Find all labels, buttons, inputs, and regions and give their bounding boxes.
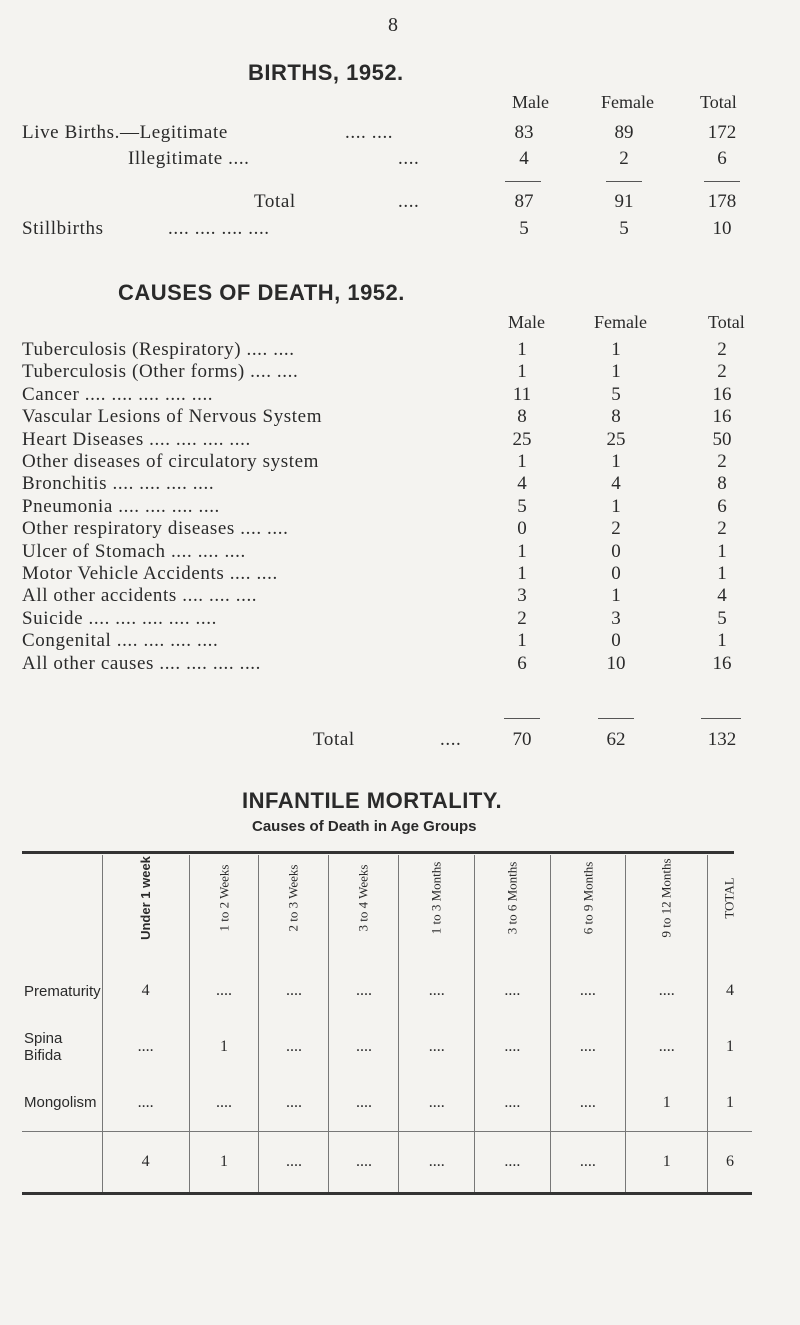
row-label: Mongolism bbox=[24, 1094, 97, 1112]
table-row bbox=[22, 1075, 752, 1131]
total-cell: .... bbox=[475, 1131, 551, 1193]
cause-female: 25 bbox=[606, 429, 626, 450]
cause-total: 2 bbox=[717, 451, 727, 472]
cause-male: 3 bbox=[517, 585, 527, 606]
cause-female: 0 bbox=[611, 630, 621, 651]
cause-total: 2 bbox=[717, 339, 727, 360]
cell: 1 bbox=[708, 1075, 752, 1131]
cause-total: 1 bbox=[717, 630, 727, 651]
births-header-total: Total bbox=[700, 92, 737, 112]
cell: .... bbox=[550, 1075, 626, 1131]
cause-label: Bronchitis .... .... .... .... bbox=[22, 473, 215, 494]
cause-label: Suicide .... .... .... .... .... bbox=[22, 608, 217, 629]
stillbirths-total: 10 bbox=[712, 218, 732, 239]
cause-label: Congenital .... .... .... .... bbox=[22, 630, 219, 651]
cell: .... bbox=[399, 1075, 475, 1131]
cause-total: 4 bbox=[717, 585, 727, 606]
cause-male: 5 bbox=[517, 496, 527, 517]
cause-label: Other respiratory diseases .... .... bbox=[22, 518, 289, 539]
cause-total: 5 bbox=[717, 608, 727, 629]
causes-title: CAUSES OF DEATH, 1952. bbox=[118, 280, 405, 305]
cause-total: 2 bbox=[717, 518, 727, 539]
infant-subtitle: Causes of Death in Age Groups bbox=[252, 818, 477, 835]
cell: .... bbox=[475, 1075, 551, 1131]
cell: .... bbox=[475, 963, 551, 1019]
table-row bbox=[22, 1019, 752, 1075]
infant-table-top-rule bbox=[22, 851, 734, 854]
cell: .... bbox=[626, 1019, 708, 1075]
cell: .... bbox=[259, 1075, 329, 1131]
births-illegitimate-total: 6 bbox=[717, 148, 727, 169]
cause-label: All other causes .... .... .... .... bbox=[22, 653, 262, 674]
causes-total-male: 70 bbox=[512, 729, 532, 750]
births-total-dots: .... bbox=[398, 191, 420, 212]
births-legitimate-total: 172 bbox=[707, 122, 737, 143]
cell: .... bbox=[329, 1075, 399, 1131]
cause-label: Ulcer of Stomach .... .... .... bbox=[22, 541, 246, 562]
total-cell: .... bbox=[399, 1131, 475, 1193]
cause-female: 1 bbox=[611, 339, 621, 360]
cause-total: 2 bbox=[717, 361, 727, 382]
cell: 1 bbox=[708, 1019, 752, 1075]
cause-male: 11 bbox=[512, 384, 532, 405]
births-illegitimate-dots: .... bbox=[398, 148, 420, 169]
col-header: 1 to 2 Weeks bbox=[216, 864, 231, 932]
cause-total: 16 bbox=[712, 406, 732, 427]
cause-total: 16 bbox=[712, 653, 732, 674]
cell: .... bbox=[102, 1075, 189, 1131]
cause-total: 8 bbox=[717, 473, 727, 494]
cell: 1 bbox=[626, 1075, 708, 1131]
cause-label: Tuberculosis (Respiratory) .... .... bbox=[22, 339, 295, 360]
births-illegitimate-male: 4 bbox=[519, 148, 529, 169]
cell: 4 bbox=[102, 963, 189, 1019]
col-header: Under 1 week bbox=[137, 856, 153, 940]
cause-total: 16 bbox=[712, 384, 732, 405]
cause-female: 8 bbox=[611, 406, 621, 427]
cell: .... bbox=[550, 963, 626, 1019]
stillbirths-female: 5 bbox=[619, 218, 629, 239]
total-cell: .... bbox=[329, 1131, 399, 1193]
births-illegitimate-label: Illegitimate .... bbox=[128, 148, 250, 169]
cause-label: Vascular Lesions of Nervous System bbox=[22, 406, 323, 427]
cause-male: 1 bbox=[517, 451, 527, 472]
cause-label: All other accidents .... .... .... bbox=[22, 585, 258, 606]
total-cell: 4 bbox=[102, 1131, 189, 1193]
births-header-male: Male bbox=[512, 92, 549, 112]
cause-total: 50 bbox=[712, 429, 732, 450]
cause-male: 1 bbox=[517, 630, 527, 651]
cell: .... bbox=[399, 1019, 475, 1075]
col-header: 3 to 6 Months bbox=[504, 861, 520, 935]
stillbirths-male: 5 bbox=[519, 218, 529, 239]
stillbirths-label: Stillbirths bbox=[22, 218, 104, 239]
births-total-male: 87 bbox=[514, 191, 534, 212]
cell: .... bbox=[259, 963, 329, 1019]
cell: 4 bbox=[708, 963, 752, 1019]
cause-label: Pneumonia .... .... .... .... bbox=[22, 496, 220, 517]
births-title: BIRTHS, 1952. bbox=[248, 60, 404, 85]
cause-male: 25 bbox=[512, 429, 532, 450]
cell: .... bbox=[259, 1019, 329, 1075]
cause-label: Tuberculosis (Other forms) .... .... bbox=[22, 361, 299, 382]
causes-header-total: Total bbox=[708, 312, 745, 332]
cell: .... bbox=[102, 1019, 189, 1075]
causes-total-female: 62 bbox=[606, 729, 626, 750]
page-number: 8 bbox=[388, 14, 398, 36]
cause-female: 5 bbox=[611, 384, 621, 405]
causes-rule-female bbox=[598, 718, 634, 719]
cause-male: 1 bbox=[517, 361, 527, 382]
cause-label: Other diseases of circulatory system bbox=[22, 451, 320, 472]
cause-female: 1 bbox=[611, 496, 621, 517]
cause-total: 6 bbox=[717, 496, 727, 517]
cell: .... bbox=[329, 1019, 399, 1075]
cause-female: 1 bbox=[611, 361, 621, 382]
causes-rule-male bbox=[504, 718, 540, 719]
cause-female: 1 bbox=[611, 585, 621, 606]
cell: 1 bbox=[189, 1019, 259, 1075]
cause-male: 8 bbox=[517, 406, 527, 427]
total-cell: 1 bbox=[626, 1131, 708, 1193]
births-rule-total bbox=[704, 181, 740, 182]
cell: .... bbox=[329, 963, 399, 1019]
total-cell: 6 bbox=[708, 1131, 752, 1193]
births-legitimate-male: 83 bbox=[514, 122, 534, 143]
cause-total: 1 bbox=[717, 563, 727, 584]
births-rule-female bbox=[606, 181, 642, 182]
causes-rule-total bbox=[701, 718, 741, 719]
births-header-female: Female bbox=[601, 92, 654, 112]
cause-female: 2 bbox=[611, 518, 621, 539]
cell: .... bbox=[626, 963, 708, 1019]
births-legitimate-female: 89 bbox=[614, 122, 634, 143]
births-legitimate-dots: .... .... bbox=[345, 122, 394, 143]
births-rule-male bbox=[505, 181, 541, 182]
births-total-label: Total bbox=[254, 191, 296, 212]
cause-total: 1 bbox=[717, 541, 727, 562]
cause-female: 1 bbox=[611, 451, 621, 472]
infant-title: INFANTILE MORTALITY. bbox=[242, 788, 503, 813]
cause-female: 10 bbox=[606, 653, 626, 674]
cell: .... bbox=[475, 1019, 551, 1075]
cause-female: 0 bbox=[611, 541, 621, 562]
row-label: Spina Bifida bbox=[24, 1030, 63, 1064]
cause-label: Motor Vehicle Accidents .... .... bbox=[22, 563, 278, 584]
col-header: 2 to 3 Weeks bbox=[285, 864, 301, 932]
causes-header-female: Female bbox=[594, 312, 647, 332]
col-header: 9 to 12 Months bbox=[658, 858, 674, 938]
col-header: 6 to 9 Months bbox=[579, 861, 595, 935]
col-header: 1 to 3 Months bbox=[428, 861, 444, 935]
infant-mortality-table bbox=[22, 855, 752, 1195]
total-cell: .... bbox=[259, 1131, 329, 1193]
cause-male: 2 bbox=[517, 608, 527, 629]
cause-female: 4 bbox=[611, 473, 621, 494]
cause-female: 0 bbox=[611, 563, 621, 584]
row-label: Prematurity bbox=[24, 982, 101, 1000]
totals-row bbox=[22, 1131, 752, 1193]
cause-male: 1 bbox=[517, 563, 527, 584]
infant-header-row bbox=[22, 855, 752, 941]
total-cell: 1 bbox=[189, 1131, 259, 1193]
births-total-female: 91 bbox=[614, 191, 634, 212]
col-header: 3 to 4 Weeks bbox=[355, 864, 371, 932]
total-cell: .... bbox=[550, 1131, 626, 1193]
causes-total-label: Total bbox=[313, 729, 355, 750]
cell: .... bbox=[189, 1075, 259, 1131]
births-legitimate-label: Live Births.—Legitimate bbox=[22, 122, 228, 143]
cause-female: 3 bbox=[611, 608, 621, 629]
cause-male: 6 bbox=[517, 653, 527, 674]
cause-label: Heart Diseases .... .... .... .... bbox=[22, 429, 251, 450]
stillbirths-dots: .... .... .... .... bbox=[168, 218, 270, 239]
col-header: TOTAL bbox=[721, 877, 737, 919]
cause-male: 4 bbox=[517, 473, 527, 494]
causes-total-total: 132 bbox=[707, 729, 737, 750]
cause-male: 1 bbox=[517, 339, 527, 360]
cause-male: 0 bbox=[517, 518, 527, 539]
cell: .... bbox=[550, 1019, 626, 1075]
cell: .... bbox=[399, 963, 475, 1019]
causes-header-male: Male bbox=[508, 312, 545, 332]
births-illegitimate-female: 2 bbox=[619, 148, 629, 169]
births-total-total: 178 bbox=[707, 191, 737, 212]
cause-label: Cancer .... .... .... .... .... bbox=[22, 384, 214, 405]
table-row bbox=[22, 963, 752, 1019]
cell: .... bbox=[189, 963, 259, 1019]
causes-total-dots: .... bbox=[440, 729, 462, 750]
cause-male: 1 bbox=[517, 541, 527, 562]
